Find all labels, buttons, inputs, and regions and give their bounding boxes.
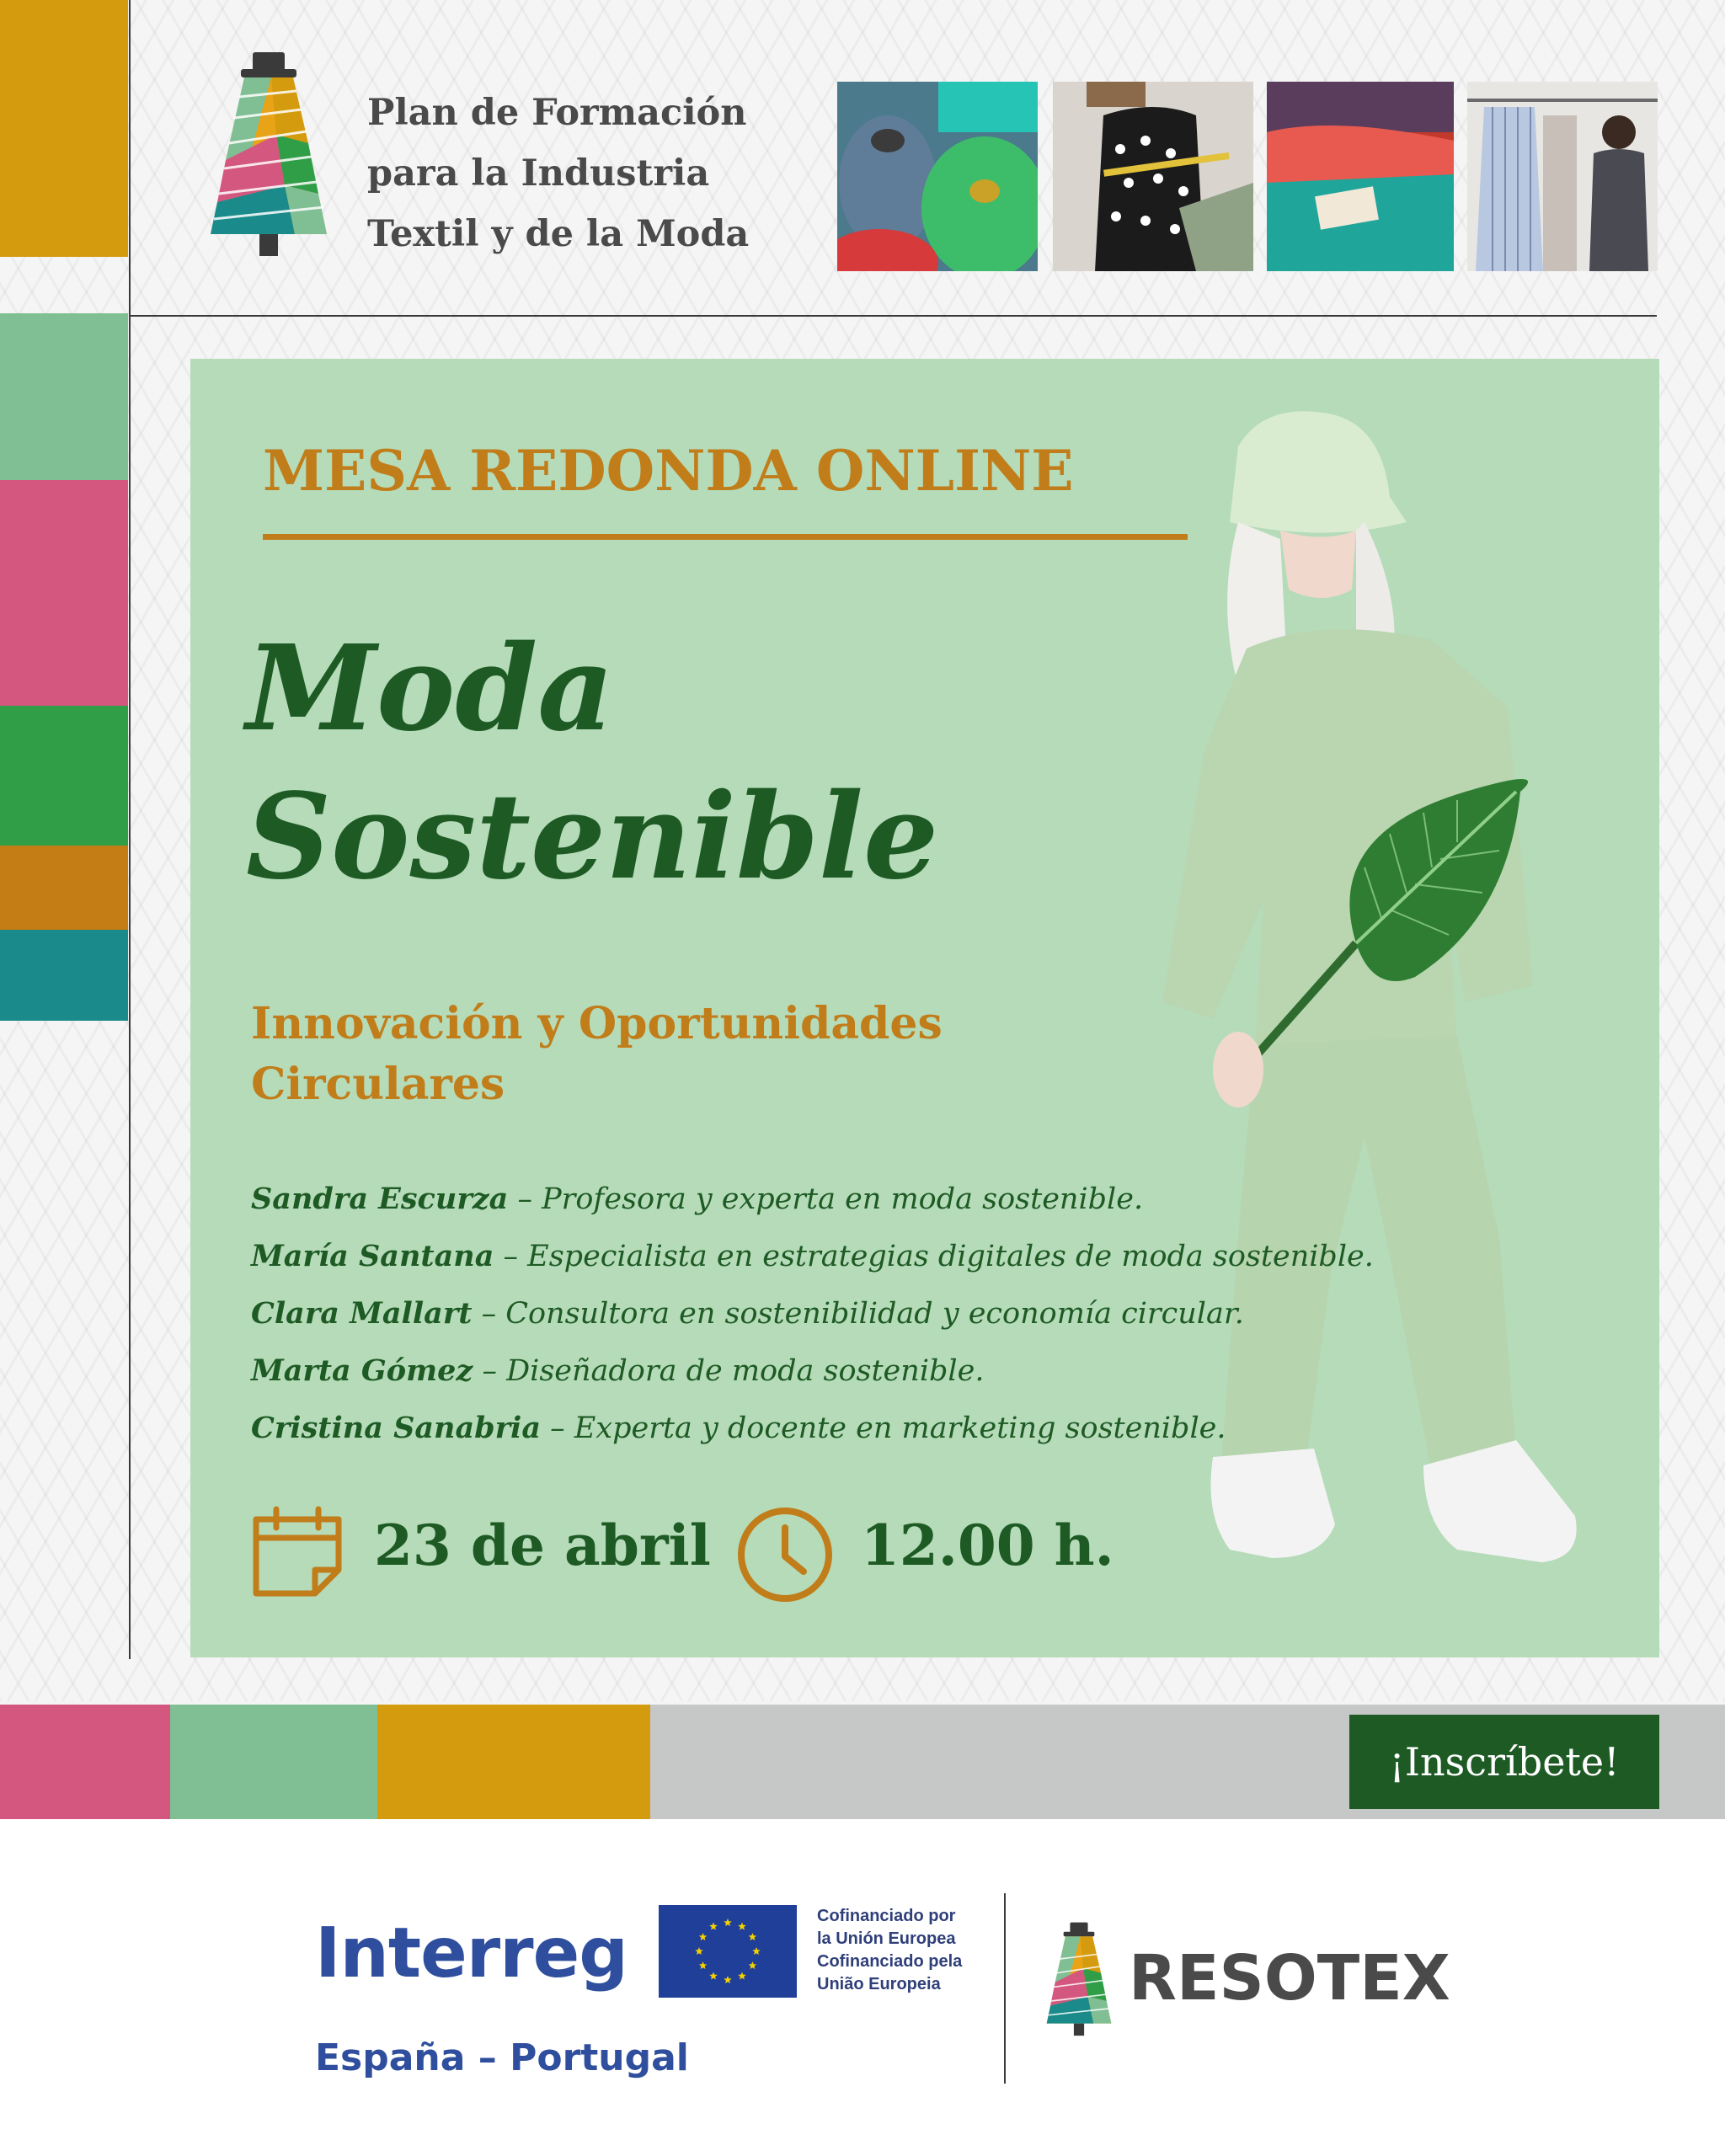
photo-colored-fabrics xyxy=(1267,82,1454,271)
strip-ochre xyxy=(0,846,128,930)
speaker-item xyxy=(251,1285,1374,1342)
photo-clothing-rack xyxy=(1467,82,1658,271)
event-subtitle-line: Circulares xyxy=(251,1059,505,1110)
cofin-line: la Unión Europea xyxy=(817,1929,956,1948)
spool-logo-icon xyxy=(1041,1917,1117,2043)
strip-pink xyxy=(0,480,128,706)
cofinancing-note xyxy=(817,1905,962,1996)
event-subtitle xyxy=(251,994,943,1115)
kicker-underline xyxy=(263,534,1188,540)
event-subtitle-line: Innovación y Oportunidades xyxy=(251,998,943,1049)
clock-icon xyxy=(736,1506,834,1604)
band-mint xyxy=(170,1705,377,1819)
speaker-name: Clara Mallart xyxy=(251,1296,473,1331)
horizontal-divider xyxy=(129,315,1657,317)
event-title-line: Sostenible xyxy=(246,768,939,906)
event-title xyxy=(246,615,938,911)
cofin-line: União Europeia xyxy=(817,1975,941,1993)
cofin-line: Cofinanciado por xyxy=(817,1907,956,1925)
interreg-region: España – Portugal xyxy=(315,2036,689,2079)
eu-flag-icon xyxy=(659,1905,797,1998)
speaker-item xyxy=(251,1342,1374,1400)
header-title-line: Textil y de la Moda xyxy=(367,213,750,255)
speaker-role: – Profesora y experta en moda sostenible. xyxy=(508,1182,1144,1216)
speaker-list xyxy=(251,1171,1374,1457)
band-gold xyxy=(377,1705,650,1819)
event-kicker: MESA REDONDA ONLINE xyxy=(263,438,1074,504)
strip-teal xyxy=(0,930,128,1021)
event-time: 12.00 h. xyxy=(861,1513,1114,1578)
strip-green xyxy=(0,706,128,846)
cofin-line: Cofinanciado pela xyxy=(817,1952,963,1971)
speaker-name: Sandra Escurza xyxy=(251,1182,509,1216)
interreg-logo-text: Interreg xyxy=(315,1913,628,1993)
band-pink xyxy=(0,1705,170,1819)
header-title-line: para la Industria xyxy=(367,152,710,195)
spool-logo-icon xyxy=(200,51,337,261)
speaker-role: – Experta y docente en marketing sostenible. xyxy=(541,1412,1226,1445)
calendar-icon xyxy=(249,1504,345,1598)
resotex-brand: RESOTEX xyxy=(1129,1942,1450,2015)
footer-divider xyxy=(1004,1893,1006,2084)
speaker-role: – Diseñadora de moda sostenible. xyxy=(473,1354,985,1388)
speaker-name: María Santana xyxy=(251,1239,494,1273)
speaker-item xyxy=(251,1171,1374,1228)
event-date: 23 de abril xyxy=(374,1513,711,1578)
register-button[interactable]: ¡Inscríbete! xyxy=(1349,1715,1659,1809)
header-title-line: Plan de Formación xyxy=(367,92,747,134)
header-title xyxy=(367,83,839,264)
speaker-name: Cristina Sanabria xyxy=(251,1411,542,1445)
strip-gold xyxy=(0,0,128,257)
event-title-line: Moda xyxy=(246,620,614,758)
vertical-divider xyxy=(129,0,131,1659)
speaker-item xyxy=(251,1228,1374,1285)
speaker-role: – Especialista en estrategias digitales de moda sostenible. xyxy=(494,1240,1374,1273)
speaker-item xyxy=(251,1400,1374,1457)
strip-mint xyxy=(0,313,128,480)
photo-tailor-mannequin xyxy=(1053,82,1253,271)
photo-thread-cones xyxy=(837,82,1038,271)
speaker-name: Marta Gómez xyxy=(251,1353,473,1388)
speaker-role: – Consultora en sostenibilidad y economía circular. xyxy=(472,1297,1244,1331)
